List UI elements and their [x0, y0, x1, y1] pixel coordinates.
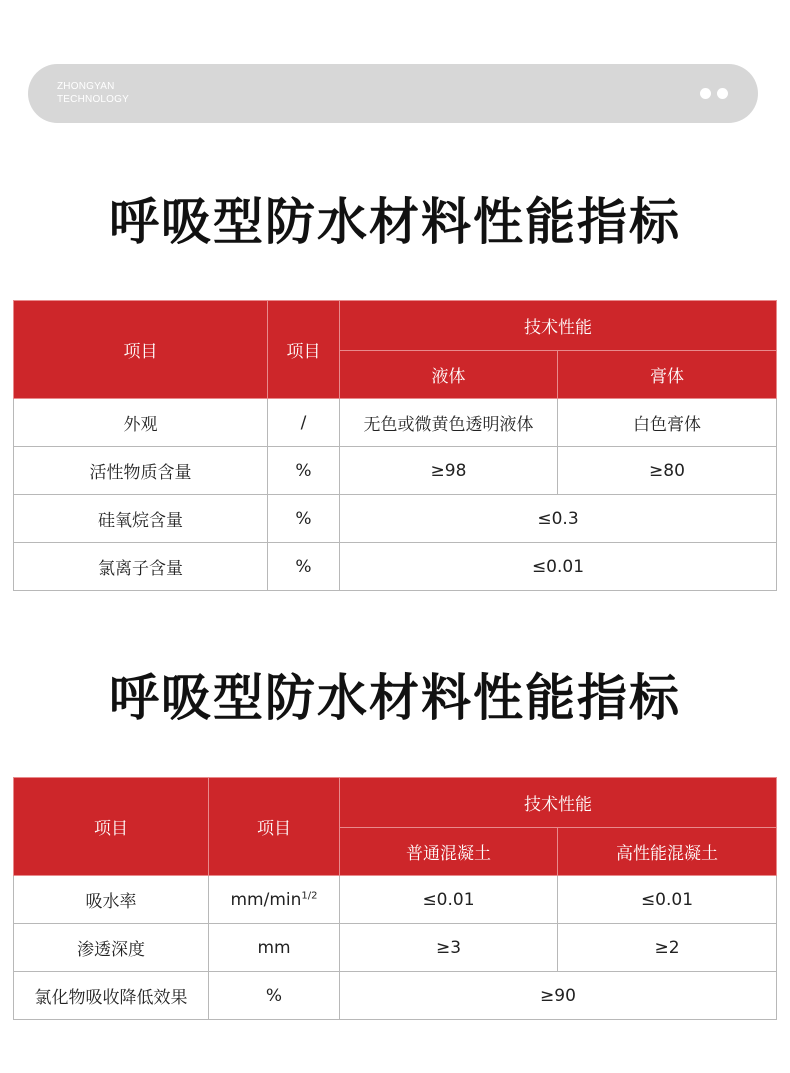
col-header-unit: 项目 — [209, 778, 340, 876]
row-value-liquid: 无色或微黄色透明液体 — [340, 399, 558, 447]
sub-header-ordinary-concrete: 普通混凝土 — [340, 828, 558, 876]
table-row — [14, 972, 777, 1020]
col-header-item: 项目 — [14, 301, 268, 399]
row-value-merged: ≥90 — [340, 972, 777, 1020]
header-banner — [28, 64, 758, 123]
table-row — [14, 399, 777, 447]
spec-table-1 — [13, 300, 777, 591]
row-unit: mm — [209, 924, 340, 972]
table-row — [14, 924, 777, 972]
spec-table-2 — [13, 777, 777, 1020]
group-header-performance: 技术性能 — [340, 301, 777, 351]
row-item: 氯化物吸收降低效果 — [14, 972, 209, 1020]
row-value-high: ≥2 — [558, 924, 777, 972]
brand-line-2: TECHNOLOGY — [57, 94, 130, 105]
row-item: 氯离子含量 — [14, 543, 268, 591]
row-value-ordinary: ≥3 — [340, 924, 558, 972]
row-item: 外观 — [14, 399, 268, 447]
brand-text — [57, 80, 129, 106]
row-value-high: ≤0.01 — [558, 876, 777, 924]
row-unit: % — [209, 972, 340, 1020]
table-row — [14, 876, 777, 924]
sub-header-paste: 膏体 — [558, 351, 777, 399]
unit-superscript: 1/2 — [301, 889, 318, 901]
sub-header-high-performance-concrete: 高性能混凝土 — [558, 828, 777, 876]
dot-icon — [700, 88, 711, 99]
dots-decoration — [700, 88, 728, 99]
row-unit: % — [268, 447, 340, 495]
row-item: 活性物质含量 — [14, 447, 268, 495]
table-row — [14, 495, 777, 543]
row-item: 吸水率 — [14, 876, 209, 924]
row-unit: % — [268, 543, 340, 591]
table-row — [14, 447, 777, 495]
section-2-title: 呼吸型防水材料性能指标 — [109, 669, 681, 727]
row-value-paste: 白色膏体 — [558, 399, 777, 447]
group-header-performance: 技术性能 — [340, 778, 777, 828]
sub-header-liquid: 液体 — [340, 351, 558, 399]
row-unit: % — [268, 495, 340, 543]
row-item: 硅氧烷含量 — [14, 495, 268, 543]
row-item: 渗透深度 — [14, 924, 209, 972]
brand-line-1: ZHONGYAN — [57, 81, 115, 92]
col-header-item: 项目 — [14, 778, 209, 876]
dot-icon — [717, 88, 728, 99]
col-header-unit: 项目 — [268, 301, 340, 399]
row-value-merged: ≤0.3 — [340, 495, 777, 543]
row-value-paste: ≥80 — [558, 447, 777, 495]
row-value-merged: ≤0.01 — [340, 543, 777, 591]
row-value-liquid: ≥98 — [340, 447, 558, 495]
table-row — [14, 543, 777, 591]
row-value-ordinary: ≤0.01 — [340, 876, 558, 924]
section-1-title: 呼吸型防水材料性能指标 — [109, 193, 681, 251]
row-unit: / — [268, 399, 340, 447]
unit-base: mm/min — [230, 889, 302, 910]
row-unit — [209, 876, 340, 924]
